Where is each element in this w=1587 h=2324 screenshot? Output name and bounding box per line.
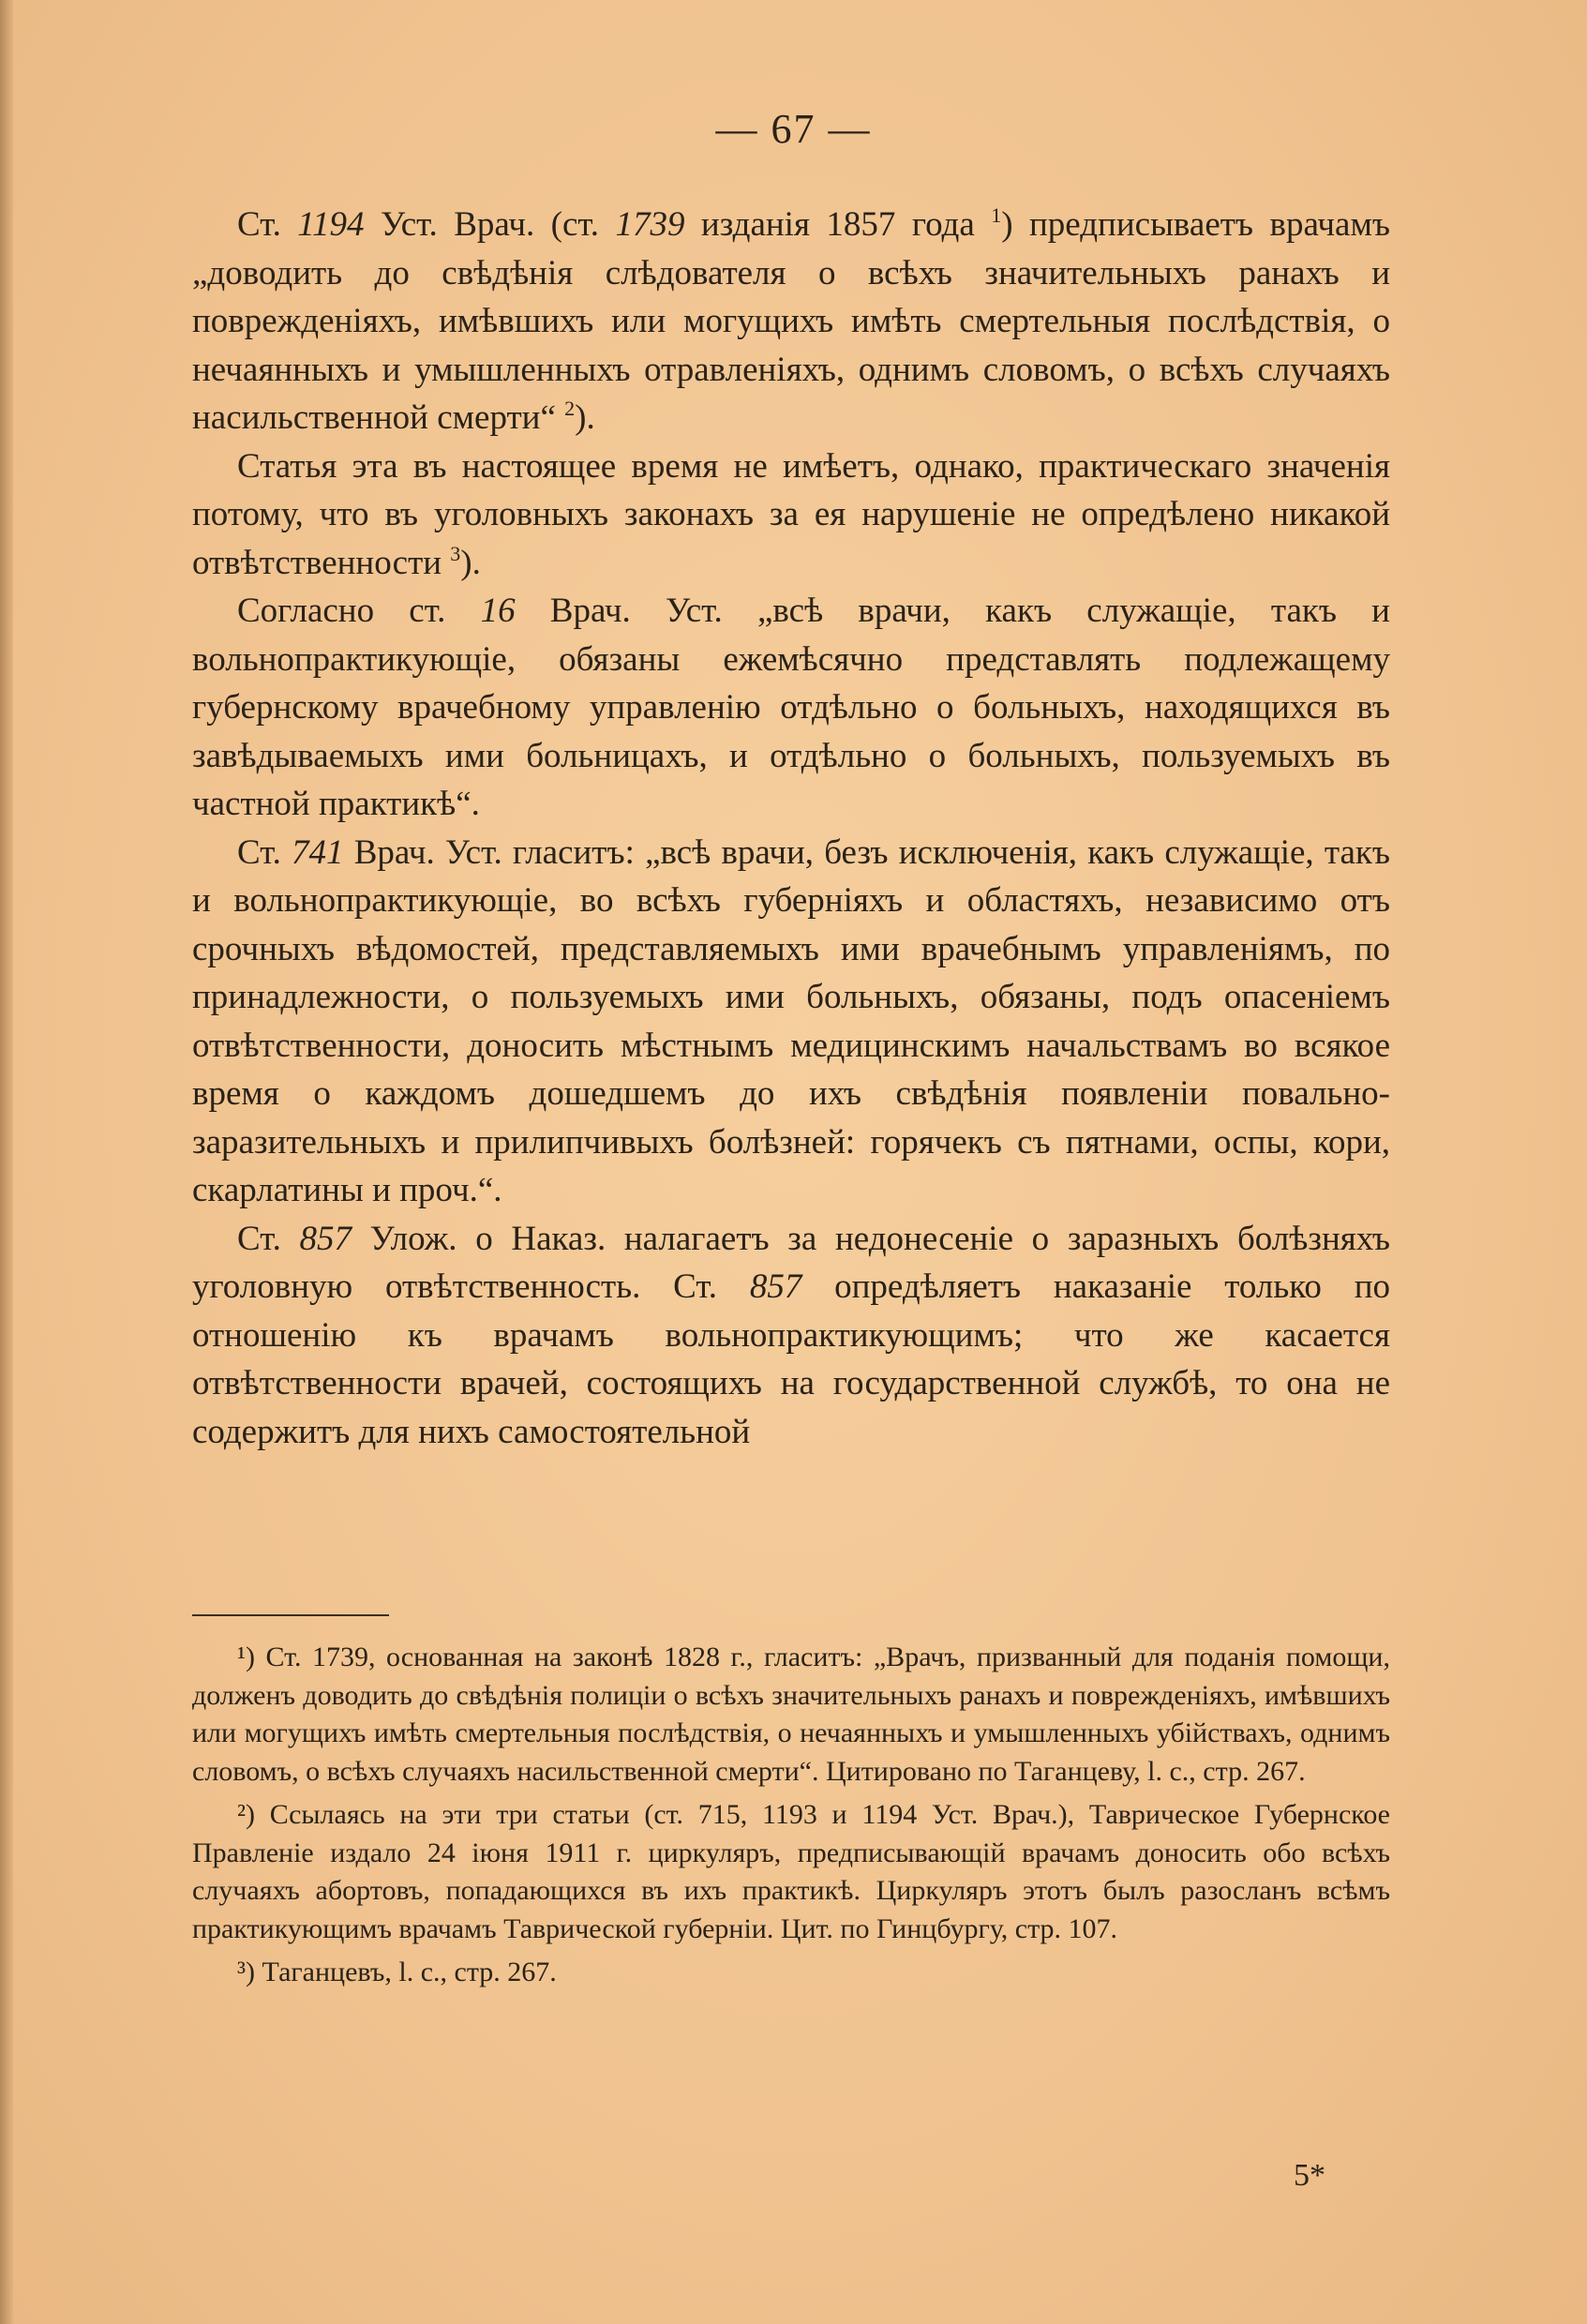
footnote-mark: ¹) [237, 1642, 255, 1672]
footnote-1 [192, 1639, 1390, 1791]
text-run: Уст. Врач. (ст. [364, 205, 616, 244]
footnote-3 [192, 1954, 1390, 1992]
text-run: ). [460, 543, 481, 582]
text-run: опредѣляетъ наказаніе только по отношенію къ врачамъ вольнопрактикующимъ; что же касается отвѣтственности врачей, состоящихъ на государственной службѣ, то она не содержитъ для нихъ самостоятельной [192, 1267, 1390, 1451]
text-run: Ст. [237, 205, 298, 244]
footnote-ref: 3 [450, 541, 461, 565]
footnotes [192, 1639, 1390, 1998]
signature-mark: 5* [1294, 2158, 1325, 2193]
footnote-ref: 1 [991, 203, 1002, 227]
paragraph-1 [192, 201, 1390, 442]
text-run: ) предписываетъ врачамъ „доводить до свѣдѣнія слѣдователя о всѣхъ значительныхъ ранахъ и поврежденіяхъ, имѣвшихъ или могущихъ имѣть смертельныя послѣдствія, о нечаянныхъ и умышленныхъ отравленіяхъ, однимъ словомъ, о всѣхъ случаяхъ насильственной смерти“ [192, 205, 1390, 437]
text-run: Ст. [237, 1219, 300, 1258]
text-run: Врач. Уст. гласитъ: „всѣ врачи, безъ исключенія, какъ служащіе, такъ и вольнопрактикующіе, во всѣхъ губерніяхъ и областяхъ, независимо отъ срочныхъ вѣдомостей, представляемыхъ ими врачебнымъ управленіямъ, по принадлежности, о пользуемыхъ ими больныхъ, обязаны, подъ опасеніемъ отвѣтственности, доносить мѣстнымъ медицинскимъ начальствамъ во всякое время о каждомъ дошедшемъ до ихъ свѣдѣнія появленіи повально-заразительныхъ и прилипчивыхъ болѣзней: горячекъ съ пятнами, оспы, кори, скарлатины и проч.“. [192, 832, 1390, 1209]
text-run: Ст. [237, 832, 292, 872]
text-run: Согласно ст. [237, 592, 481, 630]
text-run: ). [575, 398, 595, 437]
main-text [192, 201, 1390, 1456]
text-run: Врач. Уст. „всѣ врачи, какъ служащіе, такъ и вольнопрактикующіе, обязаны ежемѣсячно представлять подлежащему губернскому врачебному управленію отдѣльно о больныхъ, находящихся въ завѣдываемыхъ ими больницахъ, и отдѣльно о больныхъ, пользуемыхъ въ частной практикѣ“. [192, 592, 1390, 823]
text-run: изданія 1857 года [684, 205, 992, 244]
footnote-mark: ³) [237, 1957, 255, 1987]
text-run: Улож. о Наказ. налагаетъ за недонесеніе о заразныхъ болѣзняхъ уголовную отвѣтственность. Ст. [192, 1219, 1390, 1306]
footnote-mark: ²) [237, 1799, 255, 1830]
paragraph-5 [192, 1215, 1390, 1457]
footnote-divider [192, 1614, 389, 1616]
footnote-2 [192, 1796, 1390, 1948]
paragraph-3 [192, 587, 1390, 829]
footnote-text: Ссылаясь на эти три статьи (ст. 715, 1193 и 1194 Уст. Врач.), Таврическое Губернское Правленіе издало 24 іюня 1911 г. циркуляръ, предписывающій врачамъ доносить обо всѣхъ случаяхъ абортовъ, попадающихся въ ихъ практикѣ. Циркуляръ этотъ былъ разосланъ всѣмъ практикующимъ врачамъ Таврической губерніи. Цит. по Гинцбургу, стр. 107. [192, 1799, 1390, 1944]
paragraph-4 [192, 829, 1390, 1215]
article-number: 857 [749, 1267, 802, 1306]
article-number: 857 [299, 1219, 352, 1258]
article-number: 741 [292, 832, 344, 872]
text-run: Статья эта въ настоящее время не имѣетъ, однако, практическаго значенія потому, что въ уголовныхъ законахъ за ея нарушеніе не опредѣлено никакой отвѣтственности [192, 446, 1390, 582]
page-binding-edge [0, 0, 13, 2324]
footnote-text: Таганцевъ, l. c., стр. 267. [254, 1957, 557, 1987]
footnote-ref: 2 [564, 397, 576, 420]
footnote-text: Ст. 1739, основанная на законѣ 1828 г., гласитъ: „Врачъ, призванный для поданія помощи, долженъ доводить до свѣдѣнія полиціи о всѣхъ значительныхъ ранахъ и поврежденіяхъ, имѣвшихъ или могущихъ имѣть смертельныя послѣдствія, о нечаянныхъ и умышленныхъ убійствахъ, однимъ словомъ, о всѣхъ случаяхъ насильственной смерти“. Цитировано по Таганцеву, l. c., стр. 267. [192, 1642, 1390, 1787]
article-number: 1194 [297, 205, 365, 244]
article-number: 16 [480, 592, 516, 630]
page-number: — 67 — [715, 106, 872, 152]
paragraph-2 [192, 442, 1390, 588]
article-number: 1739 [615, 205, 685, 244]
